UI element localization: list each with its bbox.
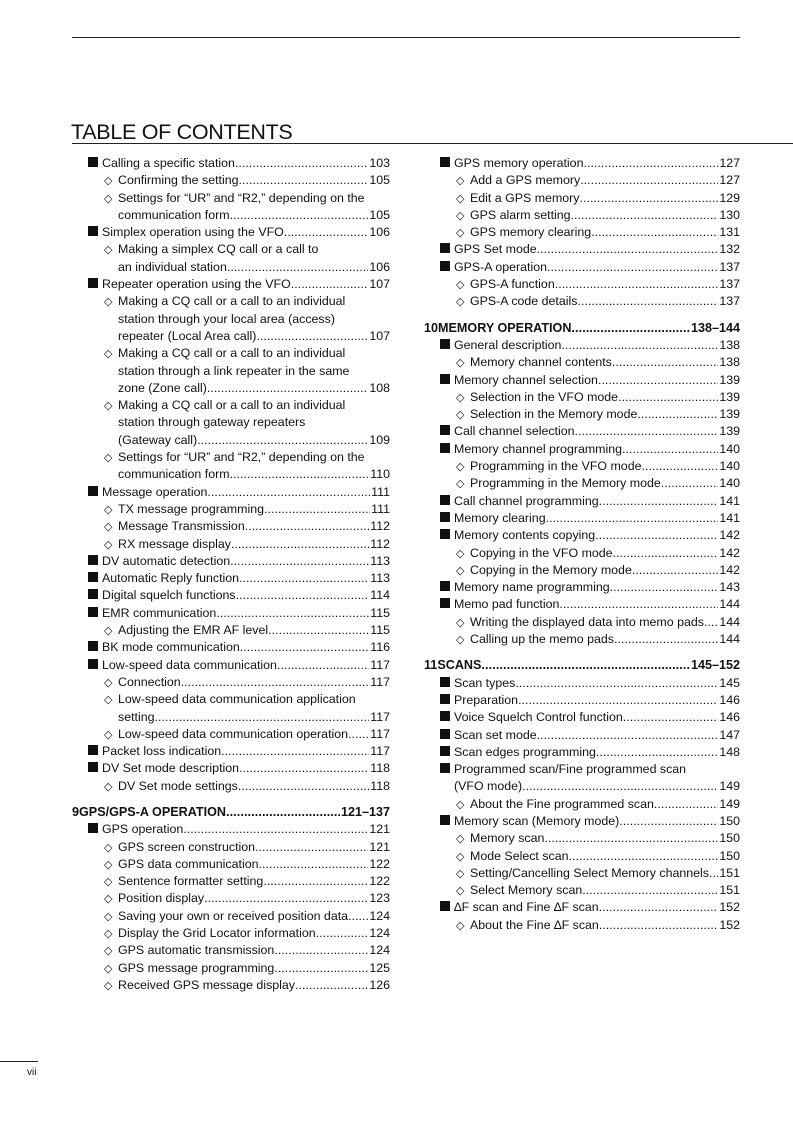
square-bullet-icon [88,572,98,582]
toc-entry[interactable]: Programmed scan/Fine programmed scan [424,761,740,778]
toc-subentry[interactable]: ◇ Making a simplex CQ call or a call to [72,241,390,258]
toc-entry[interactable]: Memo pad function . . . 144 [424,596,740,613]
toc-subentry[interactable]: ◇ Adjusting the EMR AF level . . . 115 [72,622,390,639]
toc-subentry-cont[interactable]: communication form . . . 105 [72,207,390,224]
diamond-bullet-icon: ◇ [456,867,465,880]
square-bullet-icon [440,746,450,756]
square-bullet-icon [440,243,450,253]
diamond-bullet-icon: ◇ [456,564,465,577]
diamond-bullet-icon: ◇ [104,928,113,941]
diamond-bullet-icon: ◇ [104,780,113,793]
diamond-bullet-icon: ◇ [104,945,113,958]
toc-entry[interactable]: BK mode communication . . . 116 [72,639,390,656]
toc-right-column [424,155,740,934]
toc-subentry[interactable]: ◇ Settings for “UR” and “R2,” depending on the [72,190,390,207]
toc-subentry[interactable]: ◇ GPS memory clearing . . . 131 [424,224,740,241]
toc-subentry[interactable]: ◇ Message Transmission . . . 112 [72,518,390,535]
toc-subentry[interactable]: ◇ GPS-A function . . . 137 [424,276,740,293]
toc-subentry[interactable]: ◇ RX message display . . . 112 [72,536,390,553]
toc-entry[interactable]: Memory channel selection . . . 139 [424,372,740,389]
page-number: vii [27,1067,37,1078]
toc-subentry[interactable]: ◇ Writing the displayed data into memo pads . . . 144 [424,614,740,631]
toc-entry[interactable]: Low-speed data communication . . . 117 [72,657,390,674]
diamond-bullet-icon: ◇ [104,452,113,465]
square-bullet-icon [440,901,450,911]
diamond-bullet-icon: ◇ [456,634,465,647]
toc-subentry[interactable]: ◇ Memory channel contents . . . 138 [424,354,740,371]
toc-entry[interactable]: EMR communication . . . 115 [72,605,390,622]
diamond-bullet-icon: ◇ [104,910,113,923]
square-bullet-icon [88,555,98,565]
diamond-bullet-icon: ◇ [456,227,465,240]
diamond-bullet-icon: ◇ [104,400,113,413]
toc-subentry-cont[interactable]: communication form . . . 110 [72,466,390,483]
diamond-bullet-icon: ◇ [456,209,465,222]
toc-subentry[interactable]: ◇ About the Fine ∆F scan . . . 152 [424,917,740,934]
toc-subentry[interactable]: ◇ Settings for “UR” and “R2,” depending on the [72,449,390,466]
diamond-bullet-icon: ◇ [104,521,113,534]
toc-subentry[interactable]: ◇ Making a CQ call or a call to an individual [72,397,390,414]
toc-subentry[interactable]: ◇ Mode Select scan . . . 150 [424,848,740,865]
toc-entry[interactable]: Simplex operation using the VFO . . . 106 [72,224,390,241]
toc-entry[interactable]: Memory scan (Memory mode) . . . 150 [424,813,740,830]
diamond-bullet-icon: ◇ [104,503,113,516]
diamond-bullet-icon: ◇ [104,625,113,638]
square-bullet-icon [440,495,450,505]
toc-subentry[interactable]: ◇ Received GPS message display . . . 126 [72,977,390,994]
toc-subentry-cont[interactable]: station through your local area (access) [118,311,335,326]
diamond-bullet-icon: ◇ [104,841,113,854]
toc-subentry[interactable]: ◇ About the Fine programmed scan . . . 149 [424,796,740,813]
toc-subentry-cont[interactable]: zone (Zone call) . . . 108 [72,380,390,397]
toc-entry[interactable]: Memory name programming . . . 143 [424,579,740,596]
diamond-bullet-icon: ◇ [456,192,465,205]
toc-left-column [72,155,390,994]
diamond-bullet-icon: ◇ [104,244,113,257]
page-title: TABLE OF CONTENTS [71,120,293,144]
square-bullet-icon [440,529,450,539]
footer-rule [0,1061,38,1062]
toc-subentry[interactable]: ◇ Setting/Cancelling Select Memory channels . . . 151 [424,865,740,882]
diamond-bullet-icon: ◇ [104,348,113,361]
toc-subentry[interactable]: ◇ Sentence formatter setting . . . 122 [72,873,390,890]
toc-subentry-cont[interactable]: (Gateway call) . . . 109 [72,432,390,449]
diamond-bullet-icon: ◇ [104,694,113,707]
toc-subentry[interactable]: ◇ GPS screen construction . . . 121 [72,839,390,856]
toc-subentry[interactable]: ◇ Saving your own or received position data . . . 124 [72,908,390,925]
toc-subentry[interactable]: ◇ Selection in the Memory mode . . . 139 [424,406,740,423]
toc-subentry[interactable]: ◇ Low-speed data communication operation . . . 117 [72,726,390,743]
toc-entry[interactable]: Voice Squelch Control function . . . 146 [424,709,740,726]
toc-subentry[interactable]: ◇ Display the Grid Locator information . . . 124 [72,925,390,942]
toc-entry[interactable]: Call channel selection . . . 139 [424,423,740,440]
diamond-bullet-icon: ◇ [104,728,113,741]
toc-entry[interactable]: Call channel programming . . . 141 [424,493,740,510]
diamond-bullet-icon: ◇ [456,357,465,370]
toc-entry-cont[interactable]: (VFO mode) . . . 149 [424,778,740,795]
square-bullet-icon [88,745,98,755]
square-bullet-icon [440,261,450,271]
toc-entry[interactable]: GPS Set mode . . . 132 [424,241,740,258]
square-bullet-icon [88,157,98,167]
square-bullet-icon [440,581,450,591]
toc-entry[interactable]: GPS-A operation . . . 137 [424,259,740,276]
toc-subentry[interactable]: ◇ Programming in the VFO mode . . . 140 [424,458,740,475]
diamond-bullet-icon: ◇ [456,833,465,846]
toc-subentry[interactable]: ◇ Edit a GPS memory . . . 129 [424,190,740,207]
toc-subentry[interactable]: ◇ Programming in the Memory mode . . . 140 [424,475,740,492]
square-bullet-icon [88,659,98,669]
diamond-bullet-icon: ◇ [456,175,465,188]
diamond-bullet-icon: ◇ [104,192,113,205]
square-bullet-icon [88,607,98,617]
diamond-bullet-icon: ◇ [456,547,465,560]
diamond-bullet-icon: ◇ [456,391,465,404]
diamond-bullet-icon: ◇ [456,919,465,932]
diamond-bullet-icon: ◇ [456,850,465,863]
toc-entry[interactable]: Memory contents copying . . . 142 [424,527,740,544]
toc-subentry[interactable]: ◇ Copying in the Memory mode . . . 142 [424,562,740,579]
square-bullet-icon [88,226,98,236]
diamond-bullet-icon: ◇ [456,885,465,898]
square-bullet-icon [440,815,450,825]
square-bullet-icon [440,443,450,453]
toc-entry[interactable]: GPS operation . . . 121 [72,821,390,838]
square-bullet-icon [88,278,98,288]
toc-subentry[interactable]: ◇ DV Set mode settings . . . 118 [72,778,390,795]
toc-section-9[interactable]: 9 GPS/GPS-A OPERATION . . . 121–137 [72,804,390,821]
toc-subentry[interactable]: ◇ Selection in the VFO mode . . . 139 [424,389,740,406]
toc-entry[interactable]: Calling a specific station . . . 103 [72,155,390,172]
toc-entry[interactable]: Scan edges programming . . . 148 [424,744,740,761]
toc-subentry[interactable]: ◇ TX message programming . . . 111 [72,501,390,518]
diamond-bullet-icon: ◇ [456,461,465,474]
square-bullet-icon [88,641,98,651]
square-bullet-icon [88,762,98,772]
toc-entry[interactable]: Digital squelch functions . . . 114 [72,587,390,604]
square-bullet-icon [440,763,450,773]
square-bullet-icon [440,339,450,349]
toc-entry[interactable]: General description . . . 138 [424,337,740,354]
top-rule [72,37,740,38]
toc-subentry[interactable]: ◇ Copying in the VFO mode . . . 142 [424,545,740,562]
toc-entry[interactable]: GPS memory operation . . . 127 [424,155,740,172]
toc-subentry-cont[interactable]: repeater (Local Area call) . . . 107 [72,328,390,345]
square-bullet-icon [440,711,450,721]
toc-subentry[interactable]: ◇ Connection . . . 117 [72,674,390,691]
square-bullet-icon [88,589,98,599]
square-bullet-icon [440,677,450,687]
toc-entry[interactable]: Packet loss indication . . . 117 [72,743,390,760]
diamond-bullet-icon: ◇ [104,858,113,871]
toc-subentry[interactable]: ◇ GPS data communication . . . 122 [72,856,390,873]
toc-subentry[interactable]: ◇ Add a GPS memory . . . 127 [424,172,740,189]
diamond-bullet-icon: ◇ [104,538,113,551]
toc-entry[interactable]: Memory clearing . . . 141 [424,510,740,527]
square-bullet-icon [88,486,98,496]
diamond-bullet-icon: ◇ [456,279,465,292]
diamond-bullet-icon: ◇ [104,676,113,689]
toc-subentry[interactable]: ◇ Select Memory scan . . . 151 [424,882,740,899]
toc-subentry[interactable]: ◇ Position display . . . 123 [72,890,390,907]
toc-subentry[interactable]: ◇ Making a CQ call or a call to an individual [72,345,390,362]
toc-entry[interactable]: Repeater operation using the VFO . . . 107 [72,276,390,293]
toc-subentry[interactable]: ◇ Memory scan . . . 150 [424,830,740,847]
toc-section-10[interactable]: 10 MEMORY OPERATION . . . 138–144 [424,320,740,337]
square-bullet-icon [440,374,450,384]
diamond-bullet-icon: ◇ [104,962,113,975]
toc-subentry[interactable]: ◇ Making a CQ call or a call to an individual [72,293,390,310]
toc-subentry[interactable]: ◇ Calling up the memo pads . . . 144 [424,631,740,648]
toc-subentry[interactable]: ◇ GPS message programming . . . 125 [72,960,390,977]
toc-subentry-cont[interactable]: setting . . . 117 [72,709,390,726]
square-bullet-icon [440,598,450,608]
toc-subentry-cont[interactable]: station through gateway repeaters [118,415,306,430]
diamond-bullet-icon: ◇ [456,478,465,491]
toc-entry[interactable]: DV automatic detection . . . 113 [72,553,390,570]
diamond-bullet-icon: ◇ [456,409,465,422]
toc-entry[interactable]: Automatic Reply function . . . 113 [72,570,390,587]
toc-entry[interactable]: Scan types . . . 145 [424,675,740,692]
toc-entry[interactable]: Memory channel programming . . . 140 [424,441,740,458]
toc-subentry[interactable]: ◇ GPS-A code details . . . 137 [424,293,740,310]
diamond-bullet-icon: ◇ [456,296,465,309]
toc-entry[interactable]: ∆F scan and Fine ∆F scan . . . 152 [424,899,740,916]
diamond-bullet-icon: ◇ [104,979,113,992]
toc-subentry[interactable]: ◇ GPS alarm setting . . . 130 [424,207,740,224]
title-rule [72,143,793,144]
square-bullet-icon [440,729,450,739]
square-bullet-icon [440,512,450,522]
diamond-bullet-icon: ◇ [104,175,113,188]
square-bullet-icon [88,823,98,833]
diamond-bullet-icon: ◇ [104,296,113,309]
diamond-bullet-icon: ◇ [456,798,465,811]
diamond-bullet-icon: ◇ [104,876,113,889]
square-bullet-icon [440,694,450,704]
toc-section-11[interactable]: 11 SCANS . . . 145–152 [424,657,740,674]
toc-entry[interactable]: DV Set mode description . . . 118 [72,760,390,777]
toc-subentry[interactable]: ◇ Confirming the setting . . . 105 [72,172,390,189]
toc-subentry[interactable]: ◇ Low-speed data communication application [72,691,390,708]
diamond-bullet-icon: ◇ [104,893,113,906]
toc-entry[interactable]: Message operation . . . 111 [72,484,390,501]
toc-entry[interactable]: Scan set mode . . . 147 [424,727,740,744]
square-bullet-icon [440,425,450,435]
toc-subentry-cont[interactable]: station through a link repeater in the same [118,363,350,378]
toc-subentry-cont[interactable]: an individual station . . . 106 [72,259,390,276]
toc-entry[interactable]: Preparation . . . 146 [424,692,740,709]
square-bullet-icon [440,157,450,167]
diamond-bullet-icon: ◇ [456,616,465,629]
toc-subentry[interactable]: ◇ GPS automatic transmission . . . 124 [72,942,390,959]
